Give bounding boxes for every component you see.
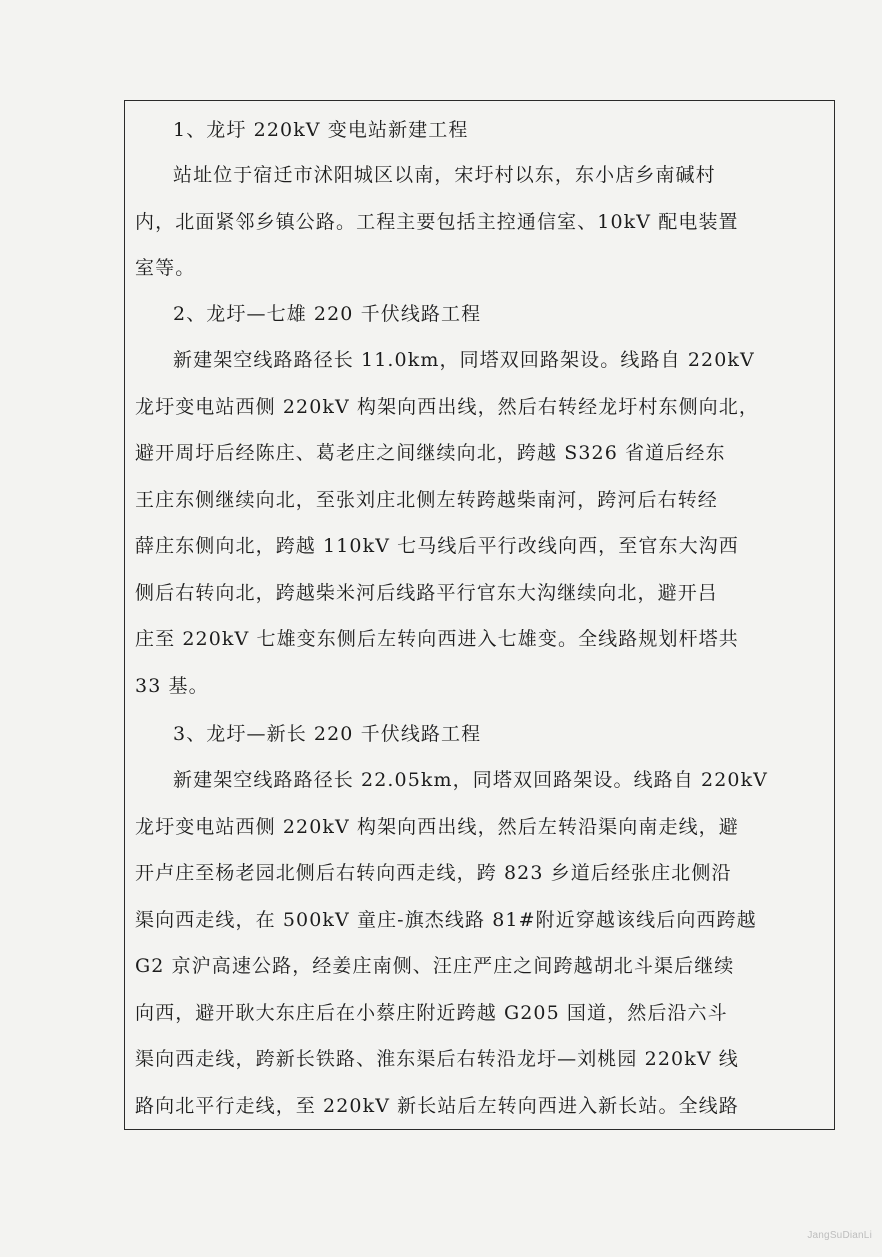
section-2-heading: 2、龙圩—七雄 220 千伏线路工程	[173, 303, 482, 325]
section-2-line-6: 侧后右转向北，跨越柴米河后线路平行官东大沟继续向北，避开吕	[135, 582, 718, 604]
section-3-line-3: 开卢庄至杨老园北侧后右转向西走线，跨 823 乡道后经张庄北侧沿	[135, 862, 732, 884]
watermark: JangSuDianLi	[807, 1230, 872, 1241]
section-1-heading: 1、龙圩 220kV 变电站新建工程	[173, 119, 469, 141]
section-1-line-1: 站址位于宿迁市沭阳城区以南，宋圩村以东，东小店乡南碱村	[173, 164, 716, 186]
section-3-line-2: 龙圩变电站西侧 220kV 构架向西出线，然后左转沿渠向南走线，避	[135, 816, 739, 838]
section-3-line-6: 向西，避开耿大东庄后在小蔡庄附近跨越 G205 国道，然后沿六斗	[135, 1002, 728, 1024]
section-3-line-7: 渠向西走线，跨新长铁路、淮东渠后右转沿龙圩—刘桃园 220kV 线	[135, 1048, 739, 1070]
section-2-line-8: 33 基。	[135, 675, 209, 697]
section-1-line-2: 内，北面紧邻乡镇公路。工程主要包括主控通信室、10kV 配电装置	[135, 211, 739, 233]
section-2-line-5: 薛庄东侧向北，跨越 110kV 七马线后平行改线向西，至官东大沟西	[135, 535, 739, 557]
section-2-line-4: 王庄东侧继续向北，至张刘庄北侧左转跨越柴南河，跨河后右转经	[135, 489, 718, 511]
section-2-line-1: 新建架空线路路径长 11.0km，同塔双回路架设。线路自 220kV	[173, 349, 755, 371]
section-2-line-7: 庄至 220kV 七雄变东侧后左转向西进入七雄变。全线路规划杆塔共	[135, 628, 739, 650]
section-3-line-1: 新建架空线路路径长 22.05km，同塔双回路架设。线路自 220kV	[173, 769, 769, 791]
section-3-line-5: G2 京沪高速公路，经姜庄南侧、汪庄严庄之间跨越胡北斗渠后继续	[135, 955, 735, 977]
section-1-line-3: 室等。	[135, 257, 196, 279]
section-2-line-2: 龙圩变电站西侧 220kV 构架向西出线，然后右转经龙圩村东侧向北，	[135, 396, 759, 418]
section-2-line-3: 避开周圩后经陈庄、葛老庄之间继续向北，跨越 S326 省道后经东	[135, 442, 726, 464]
section-3-line-4: 渠向西走线，在 500kV 童庄-旗杰线路 81#附近穿越该线后向西跨越	[135, 909, 757, 931]
section-3-heading: 3、龙圩—新长 220 千伏线路工程	[173, 723, 482, 745]
section-3-line-8: 路向北平行走线，至 220kV 新长站后左转向西进入新长站。全线路	[135, 1095, 739, 1117]
document-frame	[124, 100, 835, 1130]
